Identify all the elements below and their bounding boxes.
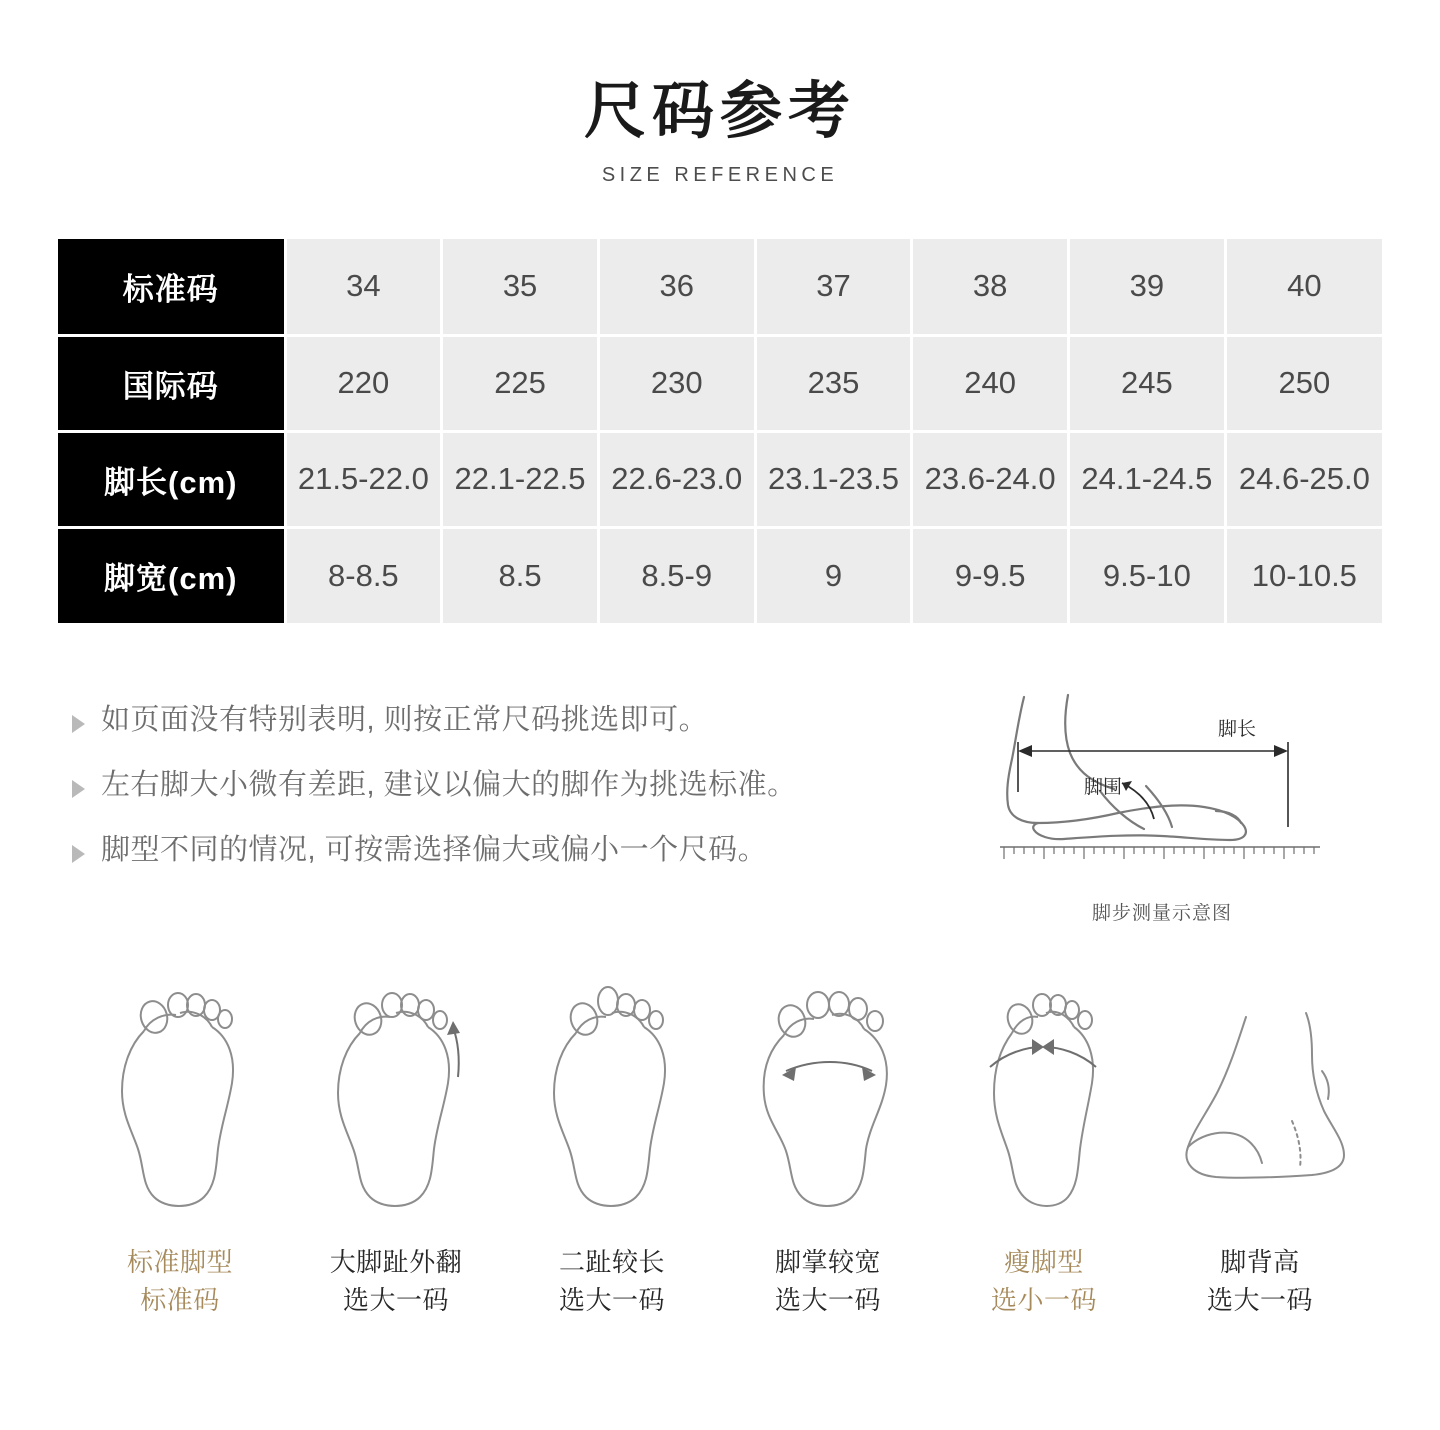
- foot-type-label: [308, 1244, 484, 1319]
- foot-type-high-instep: [1172, 971, 1348, 1319]
- foot-type-narrow: [956, 971, 1132, 1319]
- foot-type-label-line2: 选大一码: [342, 1284, 449, 1315]
- table-cell: 24.6-25.0: [1225, 431, 1382, 527]
- table-cell: 40: [1225, 239, 1382, 335]
- foot-type-label: [1172, 1244, 1348, 1319]
- row-header-standard-size: 标准码: [58, 239, 285, 335]
- foot-type-label-line1: 脚背高: [1220, 1247, 1300, 1278]
- diagram-caption: 脚步测量示意图: [1091, 903, 1232, 925]
- table-cell: 37: [755, 239, 912, 335]
- table-cell: 235: [755, 335, 912, 431]
- footprint-long-second-toe-icon: [524, 971, 700, 1221]
- note-text: 左右脚大小微有差距, 建议以偏大的脚作为挑选标准。: [101, 769, 797, 802]
- table-cell: 23.6-24.0: [912, 431, 1069, 527]
- table-cell: 230: [598, 335, 755, 431]
- diagram-label-foot-length: 脚长: [1218, 719, 1257, 741]
- row-header-foot-width: 脚宽(cm): [58, 527, 285, 623]
- foot-type-label-line1: 标准脚型: [126, 1247, 233, 1278]
- table-cell: 8.5: [442, 527, 599, 623]
- foot-type-bunion: [308, 971, 484, 1319]
- footprint-bunion-icon: [308, 971, 484, 1221]
- foot-type-label: [956, 1244, 1132, 1319]
- table-cell: 38: [912, 239, 1069, 335]
- table-cell: 22.6-23.0: [598, 431, 755, 527]
- table-cell: 39: [1069, 239, 1226, 335]
- foot-type-label: [92, 1244, 268, 1319]
- foot-type-label-line2: 选大一码: [774, 1284, 881, 1315]
- foot-measure-diagram: [972, 687, 1352, 925]
- foot-type-label-line2: 标准码: [140, 1284, 220, 1315]
- table-cell: 8.5-9: [598, 527, 755, 623]
- table-row: [58, 431, 1382, 527]
- foot-type-label-line2: 选大一码: [1206, 1284, 1313, 1315]
- table-cell: 240: [912, 335, 1069, 431]
- footprint-standard-icon: [92, 971, 268, 1221]
- row-header-international-size: 国际码: [58, 335, 285, 431]
- list-item: [72, 701, 952, 740]
- size-table-wrapper: [58, 239, 1382, 623]
- table-cell: 21.5-22.0: [285, 431, 442, 527]
- notes-list: [72, 687, 952, 896]
- foot-type-label-line2: 选大一码: [558, 1284, 665, 1315]
- table-cell: 220: [285, 335, 442, 431]
- foot-side-measure-icon: [972, 687, 1352, 887]
- page-header: [0, 0, 1440, 187]
- table-cell: 9-9.5: [912, 527, 1069, 623]
- table-row: [58, 335, 1382, 431]
- table-cell: 36: [598, 239, 755, 335]
- table-cell: 225: [442, 335, 599, 431]
- table-cell: 245: [1069, 335, 1226, 431]
- table-row: [58, 527, 1382, 623]
- foot-type-label: [740, 1244, 916, 1319]
- note-text: 如页面没有特别表明, 则按正常尺码挑选即可。: [101, 704, 709, 737]
- foot-type-label-line2: 选小一码: [990, 1284, 1097, 1315]
- triangle-bullet-icon: [72, 715, 85, 733]
- table-cell: 22.1-22.5: [442, 431, 599, 527]
- diagram-label-foot-girth: 脚围: [1084, 777, 1123, 799]
- table-cell: 24.1-24.5: [1069, 431, 1226, 527]
- table-cell: 35: [442, 239, 599, 335]
- foot-type-wide: [740, 971, 916, 1319]
- foot-type-label-line1: 大脚趾外翻: [329, 1247, 463, 1278]
- page-subtitle: SIZE REFERENCE: [601, 164, 839, 187]
- triangle-bullet-icon: [72, 780, 85, 798]
- notes-and-diagram: [0, 687, 1440, 925]
- table-cell: 9: [755, 527, 912, 623]
- foot-type-list: [0, 971, 1440, 1319]
- list-item: [72, 831, 952, 870]
- foot-type-long-second-toe: [524, 971, 700, 1319]
- table-cell: 23.1-23.5: [755, 431, 912, 527]
- foot-type-label: [524, 1244, 700, 1319]
- table-cell: 250: [1225, 335, 1382, 431]
- table-cell: 9.5-10: [1069, 527, 1226, 623]
- table-cell: 34: [285, 239, 442, 335]
- foot-type-label-line1: 二趾较长: [558, 1247, 665, 1278]
- table-cell: 8-8.5: [285, 527, 442, 623]
- footprint-narrow-icon: [956, 971, 1132, 1221]
- foot-high-instep-icon: [1172, 971, 1372, 1221]
- foot-type-standard: [92, 971, 268, 1319]
- page-title: 尺码参考: [583, 77, 856, 146]
- row-header-foot-length: 脚长(cm): [58, 431, 285, 527]
- table-cell: 10-10.5: [1225, 527, 1382, 623]
- size-table: [58, 239, 1382, 623]
- foot-type-label-line1: 瘦脚型: [1004, 1247, 1084, 1278]
- note-text: 脚型不同的情况, 可按需选择偏大或偏小一个尺码。: [101, 834, 768, 867]
- table-row: [58, 239, 1382, 335]
- list-item: [72, 766, 952, 805]
- footprint-wide-icon: [740, 971, 916, 1221]
- foot-type-label-line1: 脚掌较宽: [774, 1247, 881, 1278]
- triangle-bullet-icon: [72, 845, 85, 863]
